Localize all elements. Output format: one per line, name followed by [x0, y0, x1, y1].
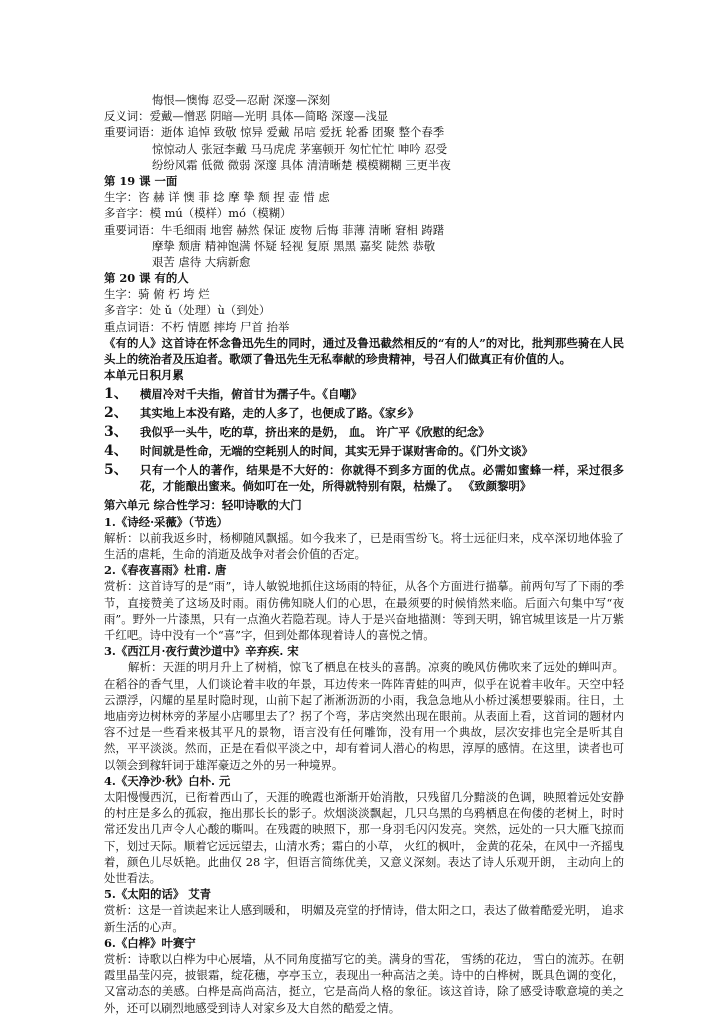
- quote-text: 横眉冷对千夫指，俯首甘为孺子牛。《自嘲》: [140, 387, 363, 402]
- quote-item: [104, 386, 624, 402]
- poem-analysis: 赏析：诗歌以白桦为中心展墙，从不同角度描写它的美。满身的雪花， 雪绣的花边， 雪白的流苏。在朝霞里晶莹闪亮，披银霜，绽花穗，亭亭玉立，表现出一种高洁之美。诗中的白桦树，既具色调的变化，又富动态的美感。白桦是高尚高洁，挺立，它是高尚人格的象征。该这首诗，除了感受诗歌意境的美之外，还可以刷烈地感受到诗人对家乡及大自然的酷爱之情。: [104, 951, 624, 1015]
- poem-title: 6.《白桦》叶赛宁: [104, 935, 196, 950]
- quote-text: 我似乎一头牛，吃的草，挤出来的是奶， 血。 许广平《欣慰的纪念》: [140, 425, 490, 440]
- lesson-19-words: 艰苦 虐待 大病新愈: [152, 254, 251, 269]
- lesson-20-summary: 《有的人》这首诗在怀念鲁迅先生的同时，通过及鲁迅截然相反的“有的人”的对比，批判那些骑在人民头上的统治者及压迫者。歌颂了鲁迅先生无私奉献的珍贵精神，号召人们做真正有价值的人。: [104, 335, 624, 367]
- poem-title: 4.《天净沙·秋》白朴. 元: [104, 773, 231, 788]
- lesson-19-duoyin: 多音字：模 mú（模样）mó（模糊）: [104, 206, 292, 221]
- key-words-line: 惊惊动人 张冠李戴 马马虎虎 茅塞顿开 匆忙忙忙 呻吟 忍受: [152, 141, 448, 156]
- poem-analysis: 太阳慢慢西沉，已衔着西山了，天涯的晚霞也渐渐开始消散，只残留几分黯淡的色调，映照着远处安静的村庄是多么的孤寂，拖出那长长的影子。炊烟淡淡飘起，几只乌黑的乌鸦栖息在佝偻的老树上，时时常还发出几声令人心酸的嘶叫。在残霞的映照下，那一身羽毛闪闪发亮。突然，远处的一只大雁飞掠而下，划过天际。顺着它远远望去，山清水秀；霜白的小草， 火红的枫叶， 金黄的花朵，在风中一齐摇曳着，颜色儿尽妖艳。此曲仅 28 字，但语言简练优美，又意义深刻。表达了诗人乐观开朗， 主动向上的处世看法。: [104, 789, 624, 885]
- lesson-20-shengzi: 生字：骑 俯 朽 垮 烂: [104, 287, 210, 302]
- lesson-20-duoyin: 多音字：处 ǔ（处理）ù（到处）: [104, 303, 271, 318]
- poem-analysis: 赏析：这是一首读起来让人感到暖和， 明媚及亮堂的抒情诗，借太阳之口，表达了做着酷爱光明， 追求新生活的心声。: [104, 903, 624, 934]
- quote-item: [104, 405, 624, 421]
- antonym-line: 反义词：爱戴—憎恶 阴暗—光明 具体—简略 深邃—浅显: [104, 109, 389, 124]
- quote-text: 只有一个人的著作，结果是不大好的：你就得不到多方面的优点。必需如蜜蜂一样，采过很多花，才能酿出蜜来。倘如叮在一处，所得就特别有限，枯燥了。 《致颜黎明》: [140, 463, 624, 494]
- document-page: [104, 92, 624, 1016]
- key-words-line: 纷纷风霜 低微 微弱 深邃 具体 清清晰楚 模模糊糊 三更半夜: [152, 157, 451, 172]
- lesson-20-key-words: 重点词语：不朽 情愿 摔垮 尸首 抬举: [104, 319, 290, 334]
- poem-title: 1.《诗经·采薇》（节选）: [104, 514, 229, 529]
- unit-6-title: 第六单元 综合性学习：轻叩诗歌的大门: [104, 498, 302, 513]
- quote-list: [104, 386, 624, 494]
- quote-item: [104, 424, 624, 440]
- poem-analysis: 解析：以前我返乡时，杨柳随风飘摇。如今我来了，已是雨雪纷飞。将士远征归来，戍卒深切地体验了生活的虐耗，生命的消逝及战争对者会价值的否定。: [104, 530, 624, 561]
- quote-number: 5、: [104, 462, 128, 479]
- unit-quotes-title: 本单元日积月累: [104, 368, 184, 383]
- quote-number: 4、: [104, 443, 128, 460]
- lesson-19-title: 第 19 课 一面: [104, 173, 178, 188]
- poem-title: 3.《西江月·夜行黄沙道中》辛弃疾. 宋: [104, 644, 299, 659]
- quote-item: [104, 443, 624, 459]
- quote-text: 时间就是性命，无端的空耗别人的时间，其实无异于谋财害命的。《门外文谈》: [140, 444, 533, 459]
- quote-item: [104, 462, 624, 494]
- quote-number: 1、: [104, 386, 128, 403]
- poem-title: 2.《春夜喜雨》杜甫. 唐: [104, 563, 227, 578]
- lesson-19-shengzi: 生字：咨 赫 详 懊 菲 捻 摩 挚 颓 捏 壶 惜 虑: [104, 190, 330, 205]
- poem-analysis: 解析：天涯的明月升上了树梢，惊飞了栖息在枝头的喜鹊。凉爽的晚风仿佛吹来了远处的蝉叫声。在稻谷的香气里，人们谈论着丰收的年景，耳边传来一阵阵青蛙的叫声，似乎在说着丰收年。天空中轻云漂浮，闪耀的星星时隐时现，山前下起了淅淅沥沥的小雨，我急急地从小桥过溪想要躲雨。往日，土地庙旁边树林旁的茅屋小店哪里去了？拐了个弯，茅店突然出现在眼前。从表面上看，这首词的题材内容不过是一些看来极其平凡的景物，语言没有任何雕饰，没有用一个典故，层次安排也完全是听其自然，平平淡淡。然而，正是在看似平淡之中，却有着词人潜心的构思，淳厚的感情。在这里，读者也可以领会到稼轩词于雄浑豪迈之外的另一种境界。: [104, 660, 624, 772]
- quote-number: 3、: [104, 424, 128, 441]
- key-words-line: 重要词语：逝体 追悼 致敬 惊异 爱戴 吊唁 爱抚 轮番 团聚 整个春季: [104, 125, 445, 140]
- poem-analysis: 赏析：这首诗写的是“雨”，诗人敏锐地抓住这场雨的特征，从各个方面进行描摹。前两句写了下雨的季节，直接赞美了这场及时雨。雨仿佛知晓人们的心思，在最须要的时候悄然来临。后面六句集中写“夜雨”。野外一片漆黑，只有一点渔火若隐若现。诗人于是兴奋地描测：等到天明，锦官城里该是一片万紫千红吧。诗中没有一个“喜”字，但到处都体现着诗人的喜悦之情。: [104, 579, 624, 642]
- lesson-19-words: 摩挚 颓唐 精神饱满 怀疑 轻视 复原 黑黑 嘉奖 陡然 恭敬: [152, 238, 436, 253]
- synonym-line: 悔恨—懊悔 忍受—忍耐 深邃—深刻: [152, 93, 331, 107]
- quote-number: 2、: [104, 405, 128, 422]
- quote-text: 其实地上本没有路，走的人多了，也便成了路。《家乡》: [140, 406, 420, 421]
- lesson-19-words: 重要词语：牛毛细雨 地窖 赫然 保证 废物 后悔 菲薄 清晰 窘相 踌躇: [104, 222, 445, 237]
- lesson-20-title: 第 20 课 有的人: [104, 271, 189, 286]
- poem-title: 5.《太阳的话》 艾青: [104, 887, 211, 902]
